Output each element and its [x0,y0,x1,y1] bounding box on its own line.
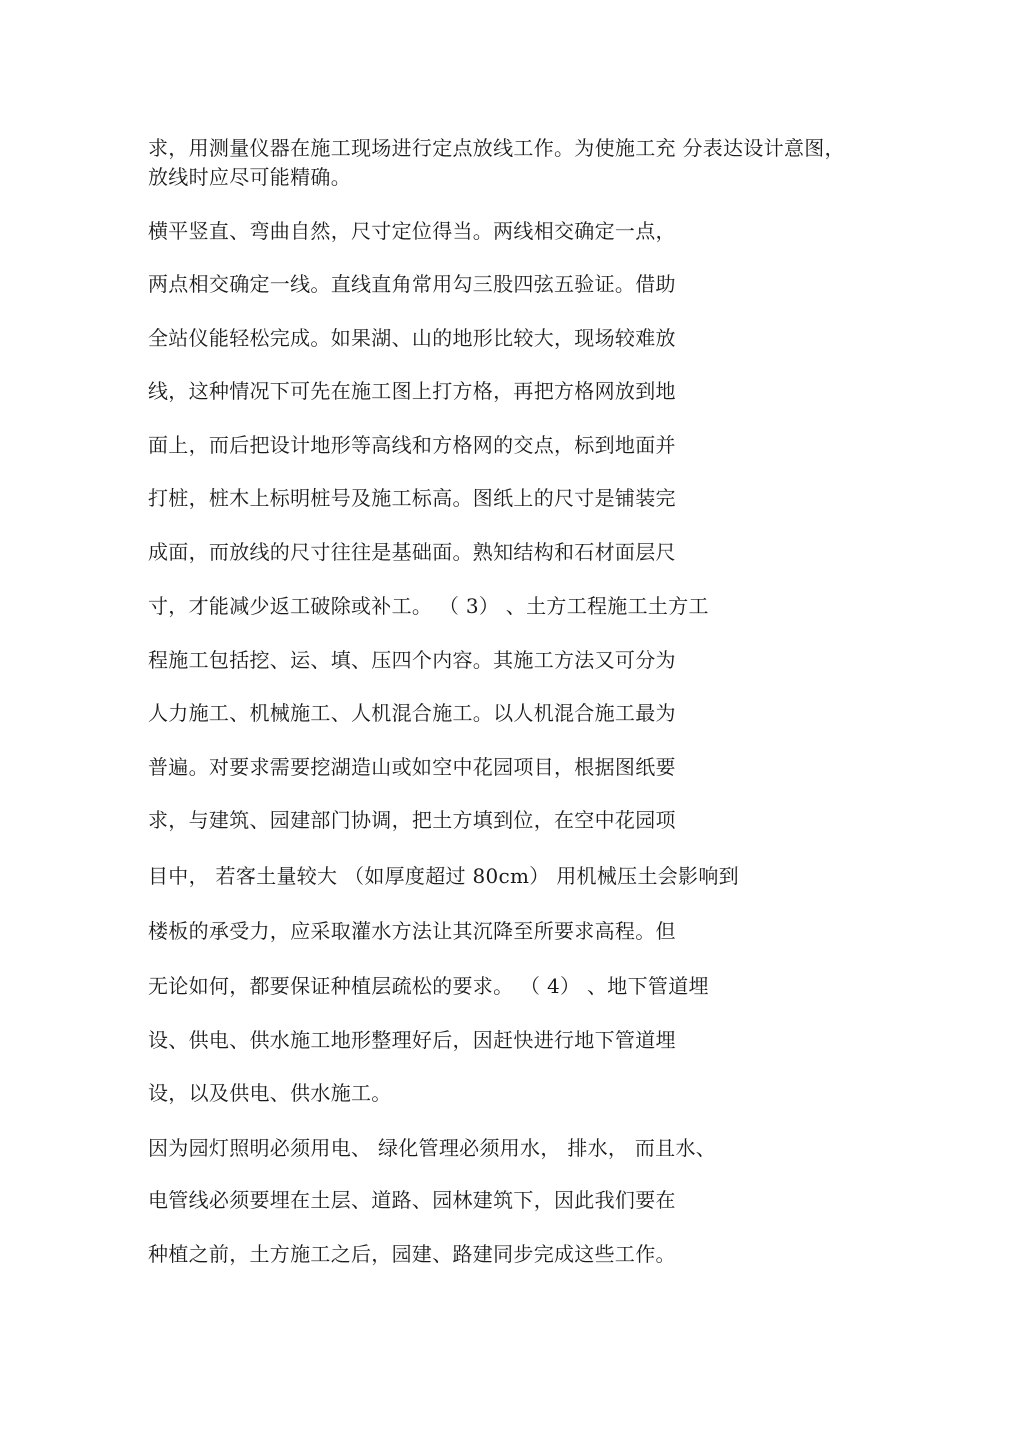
text-line: 无论如何，都要保证种植层疏松的要求。 （ 4） 、地下管道埋 [148,974,709,998]
text-line: 成面，而放线的尺寸往往是基础面。熟知结构和石材面层尺 [148,540,676,564]
text-line: 目中， 若客土量较大 （如厚度超过 80cm） 用机械压土会影响到 [148,864,739,888]
text-line: 因为园灯照明必须用电、 绿化管理必须用水， 排水， 而且水、 [148,1136,717,1160]
text-line: 人力施工、机械施工、人机混合施工。以人机混合施工最为 [148,701,676,725]
text-line: 设、供电、供水施工地形整理好后，因赶快进行地下管道埋 [148,1028,676,1052]
text-line: 楼板的承受力，应采取灌水方法让其沉降至所要求高程。但 [148,919,676,943]
text-line: 电管线必须要埋在土层、道路、园林建筑下，因此我们要在 [148,1188,676,1212]
text-line: 面上，而后把设计地形等高线和方格网的交点，标到地面并 [148,433,676,457]
text-line: 横平竖直、弯曲自然，尺寸定位得当。两线相交确定一点， [148,219,676,243]
text-line: 求，与建筑、园建部门协调，把土方填到位，在空中花园项 [148,808,676,832]
text-line: 种植之前，土方施工之后，园建、路建同步完成这些工作。 [148,1242,676,1266]
text-line: 全站仪能轻松完成。如果湖、山的地形比较大，现场较难放 [148,326,676,350]
text-line: 程施工包括挖、运、填、压四个内容。其施工方法又可分为 [148,648,676,672]
text-line: 普遍。对要求需要挖湖造山或如空中花园项目，根据图纸要 [148,755,676,779]
text-line: 两点相交确定一线。直线直角常用勾三股四弦五验证。借助 [148,272,676,296]
text-line: 线，这种情况下可先在施工图上打方格，再把方格网放到地 [148,379,676,403]
text-line: 打桩，桩木上标明桩号及施工标高。图纸上的尺寸是铺装完 [148,486,676,510]
text-line: 求，用测量仪器在施工现场进行定点放线工作。为使施工充 分表达设计意图， [148,136,845,160]
text-line: 放线时应尽可能精确。 [148,165,351,189]
text-line: 设，以及供电、供水施工。 [148,1081,392,1105]
text-line: 寸，才能减少返工破除或补工。 （ 3） 、土方工程施工土方工 [148,594,709,618]
